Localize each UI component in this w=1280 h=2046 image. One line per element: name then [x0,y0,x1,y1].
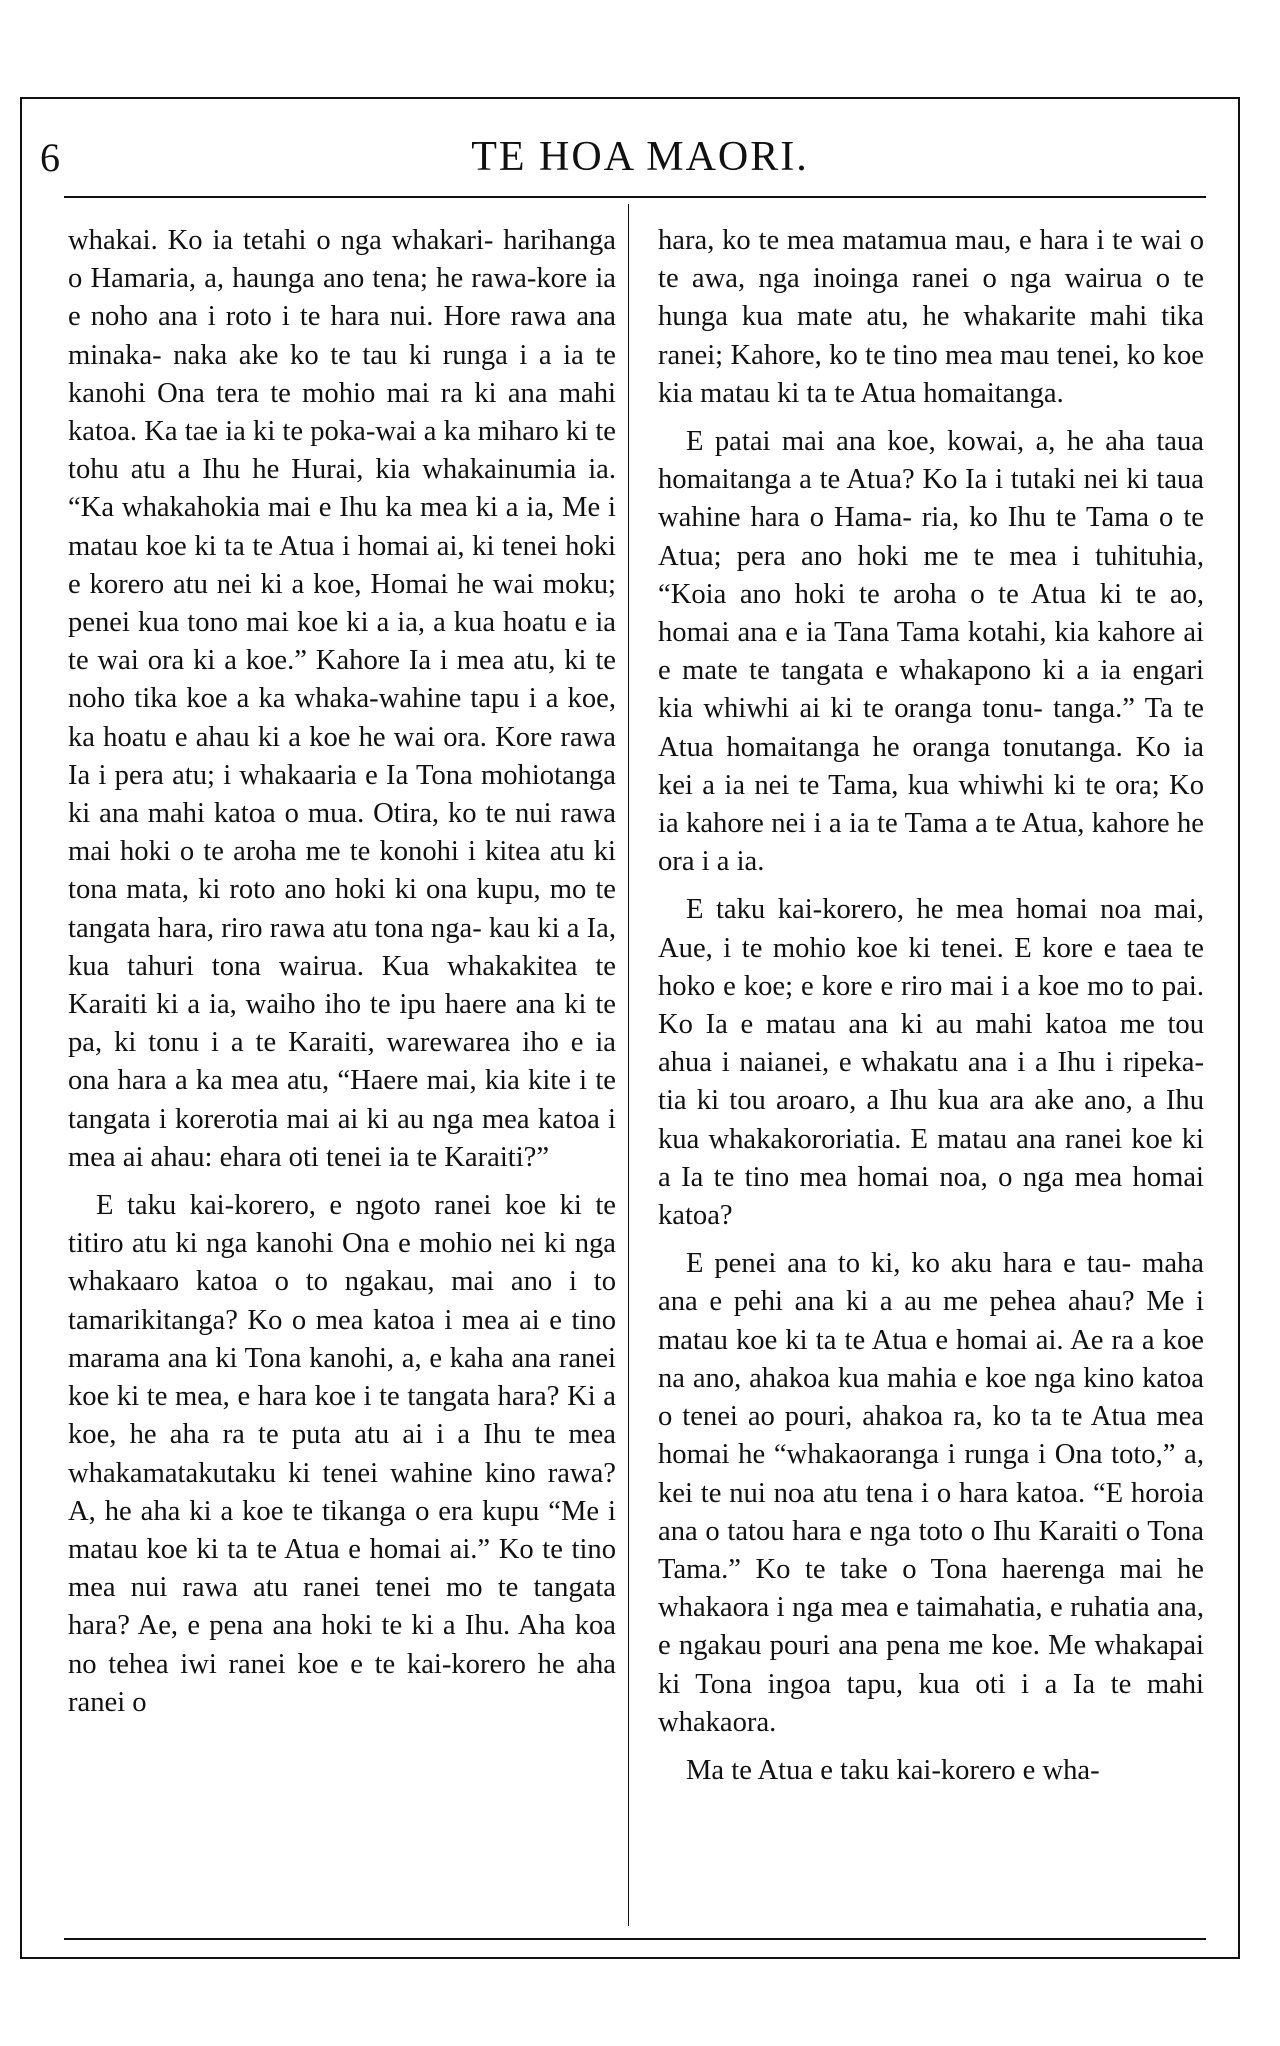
right-paragraph-2: E patai mai ana koe, kowai, a, he aha taua homaitanga a te Atua? Ko Ia i tutaki nei ki taua wahine hara o Hama- ria, ko Ihu te Tama o te Atua; pera ano hoki me te mea i tuhituhia, “Koia ano hoki te aroha o te Atua ki te ao, homai ana e ia Tana Tama kotahi, kia kahore ai e mate te tangata e whakapono ki a ia engari kia whiwhi ai ki te oranga tonu- tanga.” Ta te Atua homaitanga he oranga tonutanga. Ko ia kei a ia nei te Tama, kua whiwhi ki te ora; Ko ia kahore nei i a ia te Tama a te Atua, kahore he ora i a ia. [658,426,1204,878]
left-paragraph-1: whakai. Ko ia tetahi o nga whakari- harihanga o Hamaria, a, haunga ano tena; he rawa-kore ia e noho ana i roto i te hara nui. Hore rawa ana minaka- naka ake ko te tau ki runga i a ia te kanohi Ona tera te mohio mai ra ki ana mahi katoa. Ka tae ia ki te poka-wai a ka miharo ki te tohu atu a Ihu he Hurai, kia whakainumia ia. “Ka whakahokia mai e Ihu ka mea ki a ia, Me i matau koe ki ta te Atua i homai ai, ki tenei hoki e korero atu nei ki a koe, Homai he wai moku; penei kua tono mai koe ki a ia, a kua hoatu e ia te wai ora ki a koe.” Kahore Ia i mea atu, ki te noho tika koe a ka whaka-wahine tapu i a koe, ka hoatu e ahau ki a koe he wai ora. Kore rawa Ia i pera atu; i whakaaria e Ia Tona mohiotanga ki ana mahi katoa o mua. Otira, ko te nui rawa mai hoki o te aroha me te konohi i kitea atu ki tona mata, ki roto ano hoki ki ona kupu, mo te tangata hara, riro rawa atu tona nga- kau ki a Ia, kua tahuri tona wairua. Kua whakakitea te Karaiti ki a ia, waiho iho te ipu haere ana ki te pa, ki tonu i a te Karaiti, warewarea iho e ia ona hara a ka mea atu, “Haere mai, kia kite i te tangata i korerotia mai ai ki au nga mea katoa i mea ai ahau: ehara oti tenei ia te Karaiti?” [68,225,616,1173]
masthead-title: TE HOA MAORI. [471,134,809,180]
left-column [68,222,616,1722]
right-paragraph-4: E penei ana to ki, ko aku hara e tau- maha ana e pehi ana ki a au me pehea ahau? Me i matau koe ki ta te Atua e homai ai. Ae ra a koe na ano, ahakoa kua mahia e koe nga kino katoa o tenei ao pouri, ahakoa ra, ko ta te Atua mea homai he “whakaoranga i runga i Ona toto,” a, kei te nui noa atu tena i o hara katoa. “E horoia ana o tatou hara e nga toto o Ihu Karaiti o Tona Tama.” Ko te take o Tona haerenga mai he whakaora i nga mea e taimahatia, e ruhatia ana, e ngakau pouri ana pena me koe. Me whakapai ki Tona ingoa tapu, kua oti i a Ia te mahi whakaora. [658,1248,1204,1738]
header-underline-rule [64,196,1206,198]
footer-rule [64,1938,1206,1940]
column-divider-rule [628,204,629,1926]
page-frame-top-rule [20,97,1240,99]
page-frame-right-rule [1238,97,1240,1959]
right-paragraph-1: hara, ko te mea matamua mau, e hara i te wai o te awa, nga inoinga ranei o nga wairua o te hunga kua mate atu, he whakarite mahi tika ranei; Kahore, ko te tino mea mau tenei, ko koe kia matau ki ta te Atua homaitanga. [658,225,1204,409]
left-paragraph-2: E taku kai-korero, e ngoto ranei koe ki te titiro atu ki nga kanohi Ona e mohio nei ki nga whakaaro katoa o to ngakau, mai ano i to tamarikitanga? Ko o mea katoa i mea ai e tino marama ana ki Tona kanohi, a, e kaha ana ranei koe ki te mea, e hara koe i te tangata hara? Ki a koe, he aha ra te puta atu ai i a Ihu te mea whakamatakutaku ki tenei wahine kino rawa? A, he aha ki a koe te tikanga o era kupu “Me i matau koe ki ta te Atua e homai ai.” Ko te tino mea nui rawa atu ranei tenei mo te tangata hara? Ae, e pena ana hoki te ki a Ihu. Aha koa no tehea iwi ranei koe e te kai-korero he aha ranei o [68,1190,616,1718]
right-paragraph-3: E taku kai-korero, he mea homai noa mai, Aue, i te mohio koe ki tenei. E kore e taea te hoko e koe; e kore e riro mai i a koe mo to pai. Ko Ia e matau ana ki au mahi katoa me tou ahua i naianei, e whakatu ana i a Ihu i ripeka- tia ki tou aroaro, a Ihu kua ara ake ano, a Ihu kua whakakororiatia. E matau ana ranei koe ki a Ia te tino mea homai noa, o nga mea homai katoa? [658,894,1204,1232]
page-number: 6 [40,135,60,180]
page-frame-bottom-rule [20,1957,1240,1959]
page-frame-left-rule [20,97,22,1959]
right-paragraph-5: Ma te Atua e taku kai-korero e wha- [686,1754,1100,1786]
right-column [658,222,1204,1790]
